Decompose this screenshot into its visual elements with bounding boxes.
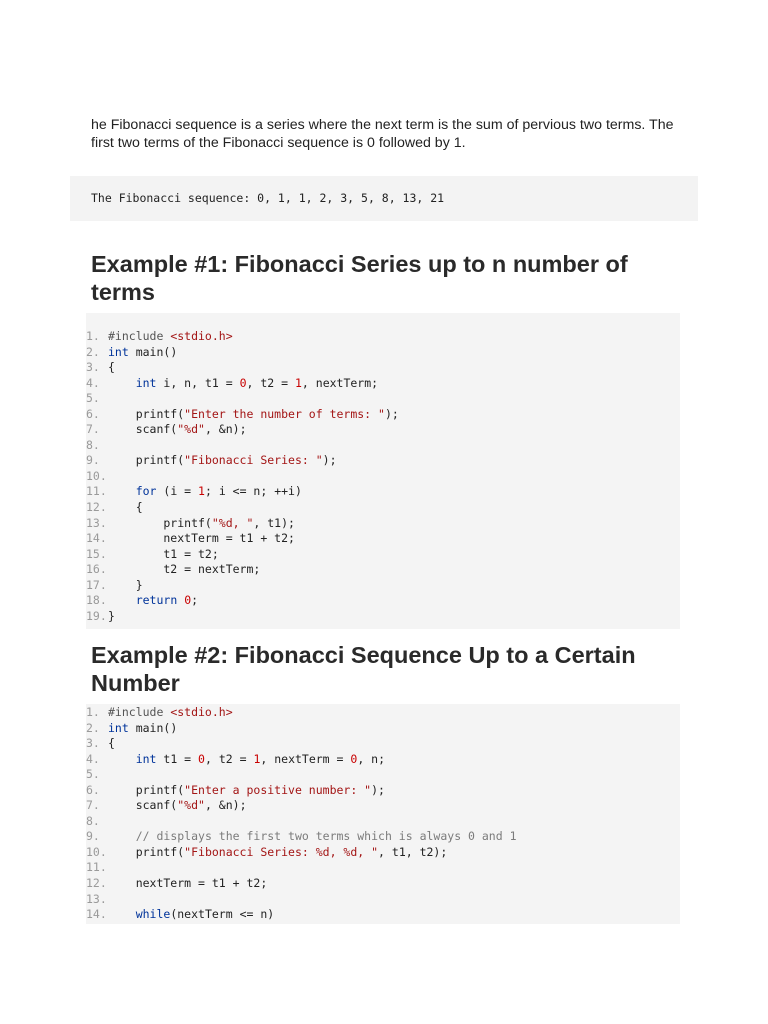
code-token: ); bbox=[384, 406, 399, 421]
code-line bbox=[86, 814, 517, 830]
code-line bbox=[86, 829, 517, 845]
code-token: ); bbox=[371, 782, 385, 797]
line-number: 3. bbox=[86, 360, 100, 375]
line-number: 16. bbox=[86, 562, 107, 577]
line-number: 5. bbox=[86, 391, 100, 406]
line-number: 12. bbox=[86, 500, 107, 515]
line-number: 15. bbox=[86, 546, 107, 561]
code-line bbox=[86, 407, 399, 423]
code-line bbox=[86, 767, 517, 783]
code-token bbox=[108, 484, 136, 498]
code-line bbox=[86, 609, 399, 625]
code-token: , t2 = bbox=[246, 375, 295, 390]
code-token: } bbox=[108, 608, 115, 623]
code-token: , &n); bbox=[204, 798, 247, 813]
line-number: 11. bbox=[86, 860, 107, 875]
code-token: "Enter a positive number: " bbox=[184, 782, 372, 797]
code-line bbox=[86, 516, 399, 532]
line-number: 13. bbox=[86, 515, 107, 530]
code-line bbox=[86, 562, 399, 578]
line-number: 5. bbox=[86, 767, 100, 782]
code-line bbox=[86, 376, 399, 392]
code-line bbox=[86, 752, 517, 768]
code-token: , n; bbox=[357, 751, 386, 766]
code-line bbox=[86, 469, 399, 485]
code-line bbox=[86, 783, 517, 799]
example-1-heading: Example #1: Fibonacci Series up to n number of terms bbox=[91, 251, 628, 305]
code-token: 1 bbox=[253, 751, 261, 766]
code-token: main() bbox=[128, 720, 178, 735]
code-token: i, n, t1 = bbox=[156, 375, 240, 390]
code-token: <stdio.h> bbox=[170, 705, 233, 719]
code-token: , t1, t2); bbox=[378, 844, 448, 859]
code-token: scanf( bbox=[108, 422, 178, 437]
code-token: "Enter the number of terms: " bbox=[184, 406, 385, 421]
code-token: { bbox=[108, 736, 115, 751]
code-token: 0 bbox=[198, 751, 205, 766]
code-token: { bbox=[108, 360, 115, 375]
code-token: (i = bbox=[156, 484, 199, 499]
line-number: 18. bbox=[86, 593, 107, 608]
code-token: // displays the first two terms which is always 0 and 1 bbox=[135, 829, 517, 844]
line-number: 14. bbox=[86, 907, 107, 922]
code-token bbox=[108, 376, 136, 390]
code-token: int bbox=[108, 720, 129, 735]
line-number: 13. bbox=[86, 891, 107, 906]
line-number: 19. bbox=[86, 608, 107, 623]
code-token: 1 bbox=[198, 484, 205, 499]
code-line bbox=[86, 860, 517, 876]
code-line bbox=[86, 845, 517, 861]
line-number: 14. bbox=[86, 531, 107, 546]
code-line bbox=[86, 798, 517, 814]
line-number: 17. bbox=[86, 577, 107, 592]
example-2-heading: Example #2: Fibonacci Sequence Up to a Certain Number bbox=[91, 642, 636, 696]
line-number: 10. bbox=[86, 844, 107, 859]
code-token: t1 = t2; bbox=[108, 546, 219, 561]
line-number: 8. bbox=[86, 437, 100, 452]
code-token: t2 = nextTerm; bbox=[108, 562, 261, 577]
line-number: 4. bbox=[86, 751, 100, 766]
code-token: t1 = bbox=[156, 751, 199, 766]
code-token: 1 bbox=[294, 375, 302, 390]
code-line bbox=[86, 892, 517, 908]
code-token: "Fibonacci Series: %d, %d, " bbox=[184, 844, 379, 859]
code-token: { bbox=[108, 500, 143, 515]
code-token: int bbox=[135, 375, 157, 390]
line-number: 2. bbox=[86, 344, 100, 359]
code-token: printf( bbox=[108, 782, 185, 797]
code-token: return bbox=[135, 593, 178, 608]
code-token: nextTerm = t1 + t2; bbox=[108, 531, 295, 546]
line-number: 1. bbox=[86, 705, 100, 719]
code-line bbox=[86, 593, 399, 609]
code-token: , &n); bbox=[204, 422, 247, 437]
code-token: int bbox=[135, 751, 157, 766]
code-token: , nextTerm = bbox=[260, 751, 351, 766]
example-2-code-block bbox=[86, 704, 680, 924]
code-line bbox=[86, 360, 399, 376]
code-token bbox=[108, 593, 136, 607]
example-1-code-lines bbox=[86, 329, 399, 624]
code-line bbox=[86, 500, 399, 516]
code-token: (nextTerm <= n) bbox=[170, 907, 275, 922]
code-token: , t2 = bbox=[204, 751, 254, 766]
code-line bbox=[86, 907, 517, 923]
line-number: 2. bbox=[86, 720, 100, 735]
code-token: "%d" bbox=[177, 422, 205, 437]
code-token: 0 bbox=[184, 593, 192, 608]
code-line bbox=[86, 345, 399, 361]
example-1-code-block bbox=[86, 313, 680, 629]
code-line bbox=[86, 422, 399, 438]
code-line bbox=[86, 721, 517, 737]
code-line bbox=[86, 438, 399, 454]
code-line bbox=[86, 391, 399, 407]
code-token: "Fibonacci Series: " bbox=[184, 453, 323, 468]
code-token: , nextTerm; bbox=[301, 375, 379, 390]
line-number: 9. bbox=[86, 829, 100, 844]
line-number: 11. bbox=[86, 484, 107, 499]
line-number: 8. bbox=[86, 813, 100, 828]
line-number: 12. bbox=[86, 876, 107, 891]
code-token: printf( bbox=[108, 844, 185, 859]
code-line bbox=[86, 705, 517, 721]
code-line bbox=[86, 578, 399, 594]
code-line bbox=[86, 453, 399, 469]
code-token: <stdio.h> bbox=[170, 329, 233, 343]
code-token: while bbox=[135, 907, 171, 922]
code-token: nextTerm = t1 + t2; bbox=[108, 876, 268, 891]
code-line bbox=[86, 531, 399, 547]
code-token: #include bbox=[108, 705, 171, 719]
code-token: 0 bbox=[239, 375, 247, 390]
code-line bbox=[86, 484, 399, 500]
code-token: printf( bbox=[108, 406, 185, 421]
code-token: ); bbox=[322, 453, 337, 468]
code-token: 0 bbox=[350, 751, 358, 766]
line-number: 1. bbox=[86, 329, 100, 343]
example-2-code-lines bbox=[86, 705, 517, 923]
code-token: ; i <= n; ++i) bbox=[204, 484, 302, 499]
line-number: 7. bbox=[86, 422, 100, 437]
intro-paragraph: he Fibonacci sequence is a series where the next term is the sum of pervious two terms. The first two terms of the Fibonacci sequence is 0 followed by 1. bbox=[91, 117, 674, 151]
code-token: printf( bbox=[108, 515, 212, 530]
code-token bbox=[108, 752, 136, 766]
code-token: #include bbox=[108, 329, 171, 343]
code-token: for bbox=[135, 484, 157, 499]
line-number: 9. bbox=[86, 453, 100, 468]
code-line bbox=[86, 547, 399, 563]
code-line bbox=[86, 736, 517, 752]
code-token: scanf( bbox=[108, 798, 178, 813]
code-token: "%d, " bbox=[211, 515, 254, 530]
code-token bbox=[108, 907, 136, 921]
line-number: 10. bbox=[86, 468, 107, 483]
code-token: printf( bbox=[108, 453, 185, 468]
line-number: 4. bbox=[86, 375, 100, 390]
code-line bbox=[86, 876, 517, 892]
code-token: int bbox=[108, 344, 129, 359]
sequence-code-box bbox=[70, 176, 698, 221]
line-number: 6. bbox=[86, 406, 100, 421]
line-number: 3. bbox=[86, 736, 100, 751]
code-token bbox=[108, 829, 136, 843]
line-number: 7. bbox=[86, 798, 100, 813]
code-token: ; bbox=[191, 593, 199, 608]
code-token: , t1); bbox=[253, 515, 295, 530]
code-token: "%d" bbox=[177, 798, 205, 813]
code-token: main() bbox=[128, 344, 178, 359]
line-number: 6. bbox=[86, 782, 100, 797]
code-line bbox=[86, 329, 399, 345]
code-token: } bbox=[108, 577, 143, 592]
sequence-text: The Fibonacci sequence: 0, 1, 1, 2, 3, 5, 8, 13, 21 bbox=[91, 191, 445, 205]
